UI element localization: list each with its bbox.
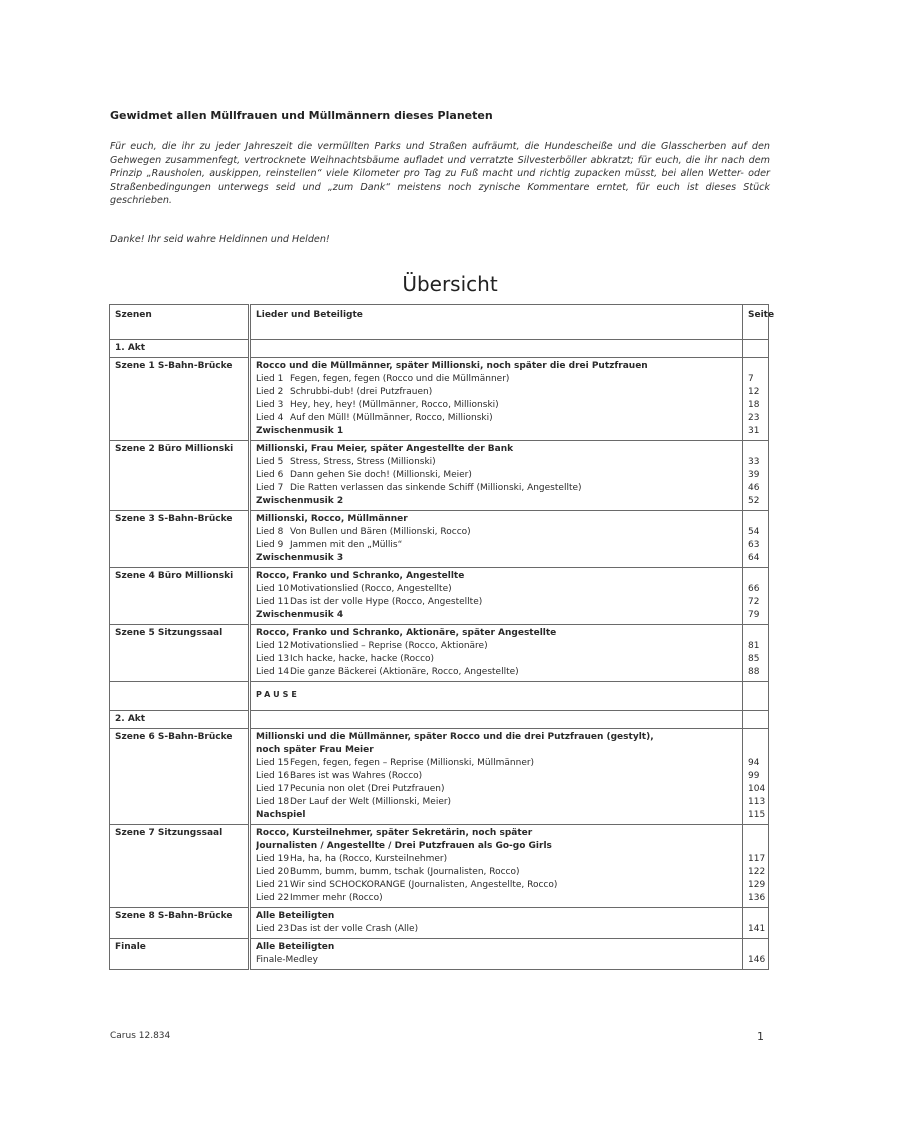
page-spacer [748,827,763,840]
song-number: Lied 14 [256,667,290,677]
song-title: Auf den Müll! (Müllmänner, Rocco, Millionski) [290,413,493,423]
scene-cast: Rocco, Franko und Schranko, Aktionäre, später Angestellte [256,628,557,638]
scene-songs [250,825,743,908]
scene-pages [743,568,769,625]
scene-row [110,729,769,825]
scene-row [110,358,769,441]
song-title: Das ist der volle Hype (Rocco, Angestellte) [290,597,483,607]
song-number: Lied 18 [256,797,290,807]
song-page: 33 [748,457,760,467]
song-page: 18 [748,400,760,410]
header-songs: Lieder und Beteiligte [250,305,743,340]
scene-pages [743,441,769,511]
song-item [256,373,737,386]
interlude-page: 79 [748,610,760,620]
song-page: 72 [748,597,760,607]
scene-row [110,511,769,568]
scene-songs [250,908,743,939]
scene-pages [743,908,769,939]
song-page: 129 [748,880,766,890]
song-item [256,853,737,866]
song-page: 66 [748,584,760,594]
page-spacer [748,910,763,923]
song-title: Finale-Medley [256,955,318,965]
song-number: Lied 15 [256,758,290,768]
interlude-page: 31 [748,426,760,436]
scene-name: Szene 2 Büro Millionski [110,441,250,511]
song-item [256,596,737,609]
scene-pages [743,729,769,825]
song-page: 85 [748,654,760,664]
page-spacer [748,360,763,373]
song-title: Motivationslied – Reprise (Rocco, Aktionäre) [290,641,488,651]
song-item [256,923,737,936]
scene-cast: Alle Beteiligten [256,911,335,921]
page-spacer [748,570,763,583]
song-page: 99 [748,771,760,781]
song-page: 81 [748,641,760,651]
song-title: Der Lauf der Welt (Millionski, Meier) [290,797,452,807]
song-number: Lied 21 [256,880,290,890]
song-title: Motivationslied (Rocco, Angestellte) [290,584,452,594]
interlude-title: Zwischenmusik 2 [256,496,344,506]
scene-row [110,939,769,970]
song-number: Lied 13 [256,654,290,664]
song-page: 54 [748,527,760,537]
song-item [256,796,737,809]
interlude-page: 115 [748,810,766,820]
scene-songs [250,939,743,970]
song-page: 94 [748,758,760,768]
song-page: 113 [748,797,766,807]
page-spacer [748,731,763,744]
scene-row [110,568,769,625]
song-number: Lied 5 [256,457,284,467]
scene-songs [250,358,743,441]
page-spacer [748,941,763,954]
scene-cast: Alle Beteiligten [256,942,335,952]
page-spacer [748,513,763,526]
empty-cell [743,711,769,729]
song-page: 39 [748,470,760,480]
song-number: Lied 23 [256,924,290,934]
song-number: Lied 20 [256,867,290,877]
song-page: 122 [748,867,766,877]
song-title: Bumm, bumm, bumm, tschak (Journalisten, Rocco) [290,867,520,877]
song-item [256,386,737,399]
scene-name: Szene 7 Sitzungssaal [110,825,250,908]
act-label: 1. Akt [110,340,250,358]
scene-cast: Millionski und die Müllmänner, später Rocco und die drei Putzfrauen (gestylt), [256,732,654,742]
empty-cell [250,340,743,358]
song-page: 146 [748,955,766,965]
song-item [256,583,737,596]
song-page: 46 [748,483,760,493]
song-title: Pecunia non olet (Drei Putzfrauen) [290,784,445,794]
song-title: Dann gehen Sie doch! (Millionski, Meier) [290,470,472,480]
scene-name: Finale [110,939,250,970]
song-item [256,653,737,666]
scene-pages [743,625,769,682]
song-number: Lied 22 [256,893,290,903]
scene-cast: Rocco, Franko und Schranko, Angestellte [256,571,465,581]
empty-cell [743,340,769,358]
song-page: 88 [748,667,760,677]
interlude-title: Zwischenmusik 1 [256,426,344,436]
intro-paragraph: Für euch, die ihr zu jeder Jahreszeit die vermüllten Parks und Straßen aufräumt, die Hundescheiße und die Glasscherben auf den Gehwegen zusammenfegt, vertrocknete Weihnachtsbäume aufladet und verratzte Silvesterböller abkratzt; für euch, die ihr nach dem Prinzip „Rausholen, auskippen, reinstellen“ viele Kilometer pro Tag zu Fuß macht und richtig zupacken müsst, bei allen Wetter- oder Straßenbedingungen unterwegs seid und „zum Dank“ meistens noch zynische Kommentare erntet, für euch ist dieses Stück geschrieben. [110,141,770,206]
pause-label: PAUSE [250,682,743,711]
song-item [256,954,737,967]
song-page: 104 [748,784,766,794]
scene-songs [250,568,743,625]
scene-row [110,625,769,682]
song-title: Stress, Stress, Stress (Millionski) [290,457,436,467]
song-title: Wir sind SCHOCKORANGE (Journalisten, Angestellte, Rocco) [290,880,558,890]
song-item [256,866,737,879]
interlude-title: Zwischenmusik 3 [256,553,344,563]
empty-cell [110,682,250,711]
song-title: Schrubbi-dub! (drei Putzfrauen) [290,387,433,397]
empty-cell [743,682,769,711]
song-page: 63 [748,540,760,550]
song-item [256,539,737,552]
act-label: 2. Akt [110,711,250,729]
scene-name: Szene 6 S-Bahn-Brücke [110,729,250,825]
song-item [256,456,737,469]
song-number: Lied 6 [256,470,284,480]
song-item [256,412,737,425]
scene-row [110,441,769,511]
song-item [256,783,737,796]
song-page: 7 [748,374,754,384]
song-title: Ha, ha, ha (Rocco, Kursteilnehmer) [290,854,448,864]
publisher-code: Carus 12.834 [110,1031,171,1041]
interlude-title: Nachspiel [256,810,306,820]
song-title: Immer mehr (Rocco) [290,893,383,903]
table-header-row [110,305,769,340]
scene-name: Szene 8 S-Bahn-Brücke [110,908,250,939]
page-title: Übersicht [402,272,498,296]
song-title: Hey, hey, hey! (Müllmänner, Rocco, Millionski) [290,400,499,410]
song-page: 12 [748,387,760,397]
scene-cast: Rocco und die Müllmänner, später Millionski, noch später die drei Putzfrauen [256,361,648,371]
interlude-title: Zwischenmusik 4 [256,610,344,620]
song-item [256,399,737,412]
song-number: Lied 4 [256,413,284,423]
song-title: Die Ratten verlassen das sinkende Schiff (Millionski, Angestellte) [290,483,582,493]
scene-name: Szene 3 S-Bahn-Brücke [110,511,250,568]
song-item [256,640,737,653]
song-number: Lied 19 [256,854,290,864]
page-spacer [748,840,763,853]
scene-pages [743,358,769,441]
overview-table [109,304,775,970]
song-number: Lied 16 [256,771,290,781]
scene-name: Szene 1 S-Bahn-Brücke [110,358,250,441]
song-page: 117 [748,854,766,864]
song-number: Lied 8 [256,527,284,537]
scene-cast: noch später Frau Meier [256,745,374,755]
song-number: Lied 7 [256,483,284,493]
song-item [256,770,737,783]
scene-cast: Millionski, Rocco, Müllmänner [256,514,408,524]
song-title: Das ist der volle Crash (Alle) [290,924,419,934]
song-number: Lied 2 [256,387,284,397]
scene-name: Szene 4 Büro Millionski [110,568,250,625]
page-spacer [748,627,763,640]
song-title: Fegen, fegen, fegen (Rocco und die Müllmänner) [290,374,510,384]
page-spacer [748,744,763,757]
scene-row [110,825,769,908]
song-item [256,469,737,482]
scene-songs [250,441,743,511]
song-number: Lied 17 [256,784,290,794]
scene-songs [250,511,743,568]
song-page: 136 [748,893,766,903]
empty-cell [250,711,743,729]
song-title: Ich hacke, hacke, hacke (Rocco) [290,654,435,664]
scene-cast: Journalisten / Angestellte / Drei Putzfrauen als Go-go Girls [256,841,552,851]
song-page: 141 [748,924,766,934]
pause-row [110,682,769,711]
dedication-heading: Gewidmet allen Müllfrauen und Müllmännern dieses Planeten [110,109,493,122]
scene-pages [743,939,769,970]
scene-cast: Millionski, Frau Meier, später Angestellte der Bank [256,444,514,454]
song-number: Lied 3 [256,400,284,410]
song-title: Jammen mit den „Müllis“ [290,540,403,550]
song-title: Bares ist was Wahres (Rocco) [290,771,423,781]
song-item [256,666,737,679]
scene-name: Szene 5 Sitzungssaal [110,625,250,682]
scene-songs [250,729,743,825]
interlude-page: 64 [748,553,760,563]
song-item [256,879,737,892]
interlude-page: 52 [748,496,760,506]
header-page: Seite [743,305,769,340]
song-title: Die ganze Bäckerei (Aktionäre, Rocco, Angestellte) [290,667,519,677]
table-body [110,340,769,970]
act-2-row [110,711,769,729]
scene-pages [743,511,769,568]
page-number: 1 [757,1030,764,1043]
song-number: Lied 1 [256,374,284,384]
scene-cast: Rocco, Kursteilnehmer, später Sekretärin, noch später [256,828,533,838]
scene-row [110,908,769,939]
act-1-row [110,340,769,358]
song-title: Von Bullen und Bären (Millionski, Rocco) [290,527,471,537]
song-number: Lied 11 [256,597,290,607]
page-spacer [748,443,763,456]
song-item [256,892,737,905]
scene-songs [250,625,743,682]
song-number: Lied 10 [256,584,290,594]
song-page: 23 [748,413,760,423]
scene-pages [743,825,769,908]
song-number: Lied 9 [256,540,284,550]
header-scenes: Szenen [110,305,250,340]
song-title: Fegen, fegen, fegen – Reprise (Millionski, Müllmänner) [290,758,535,768]
song-number: Lied 12 [256,641,290,651]
song-item [256,526,737,539]
thanks-line: Danke! Ihr seid wahre Heldinnen und Helden! [110,234,330,245]
song-item [256,482,737,495]
song-item [256,757,737,770]
